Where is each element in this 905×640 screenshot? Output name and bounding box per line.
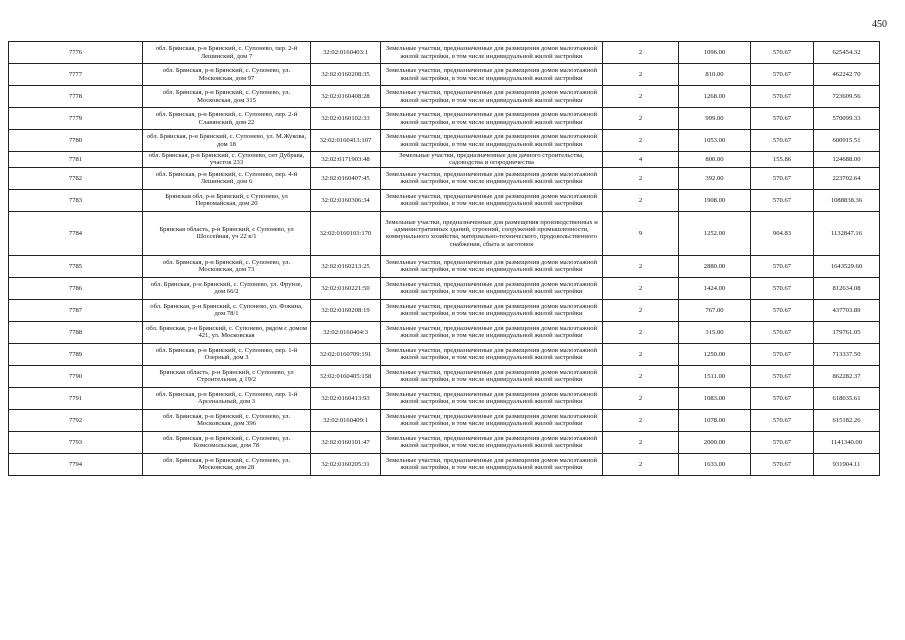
specific-value-cell: 570.67 bbox=[751, 321, 814, 343]
address-cell: Брянская область, р-н Брянский, с Супонево, ул Шоссейная, уч 22 в/1 bbox=[143, 211, 311, 255]
cadastral-value-cell: 124688.00 bbox=[814, 152, 880, 168]
permitted-use-cell: Земельные участки, предназначенные для размещения домов малоэтажной жилой застройки, в том числе индивидуальной жилой застройки bbox=[381, 108, 603, 130]
table-row bbox=[9, 255, 880, 277]
cadastral-number-cell: 32:02:0160208:35 bbox=[311, 64, 381, 86]
cadastral-number-cell: 32:02:0160403:1 bbox=[311, 42, 381, 64]
row-number-cell: 7783 bbox=[9, 189, 143, 211]
group-cell: 2 bbox=[603, 167, 679, 189]
group-cell: 2 bbox=[603, 130, 679, 152]
cadastral-number-cell: 32:02:0160413:93 bbox=[311, 387, 381, 409]
table-row bbox=[9, 152, 880, 168]
address-cell: Брянская обл, р-н Брянский, с Супонево, ул Первомайская, дом 20 bbox=[143, 189, 311, 211]
table-row bbox=[9, 189, 880, 211]
group-cell: 2 bbox=[603, 42, 679, 64]
group-cell: 2 bbox=[603, 365, 679, 387]
address-cell: обл. Брянская, р-н Брянский, с. Супонево, ул. Московская, дом 396 bbox=[143, 409, 311, 431]
permitted-use-cell: Земельные участки, предназначенные для размещения домов малоэтажной жилой застройки, в том числе индивидуальной жилой застройки bbox=[381, 299, 603, 321]
specific-value-cell: 570.67 bbox=[751, 86, 814, 108]
area-cell: 1424.00 bbox=[679, 277, 751, 299]
table-row bbox=[9, 64, 880, 86]
address-cell: обл. Брянская, р-н Брянский, с. Супонево, ул. Московская, дом 73 bbox=[143, 255, 311, 277]
permitted-use-cell: Земельные участки, предназначенные для размещения домов малоэтажной жилой застройки, в том числе индивидуальной жилой застройки bbox=[381, 431, 603, 453]
area-cell: 2000.00 bbox=[679, 431, 751, 453]
area-cell: 1633.00 bbox=[679, 453, 751, 475]
address-cell: обл. Брянская, р-н Брянский, с. Супонево, ул. Фокина, дом 78/1 bbox=[143, 299, 311, 321]
cadastral-value-cell: 723609.56 bbox=[814, 86, 880, 108]
group-cell: 2 bbox=[603, 189, 679, 211]
area-cell: 1053.00 bbox=[679, 130, 751, 152]
cadastral-value-cell: 462242.70 bbox=[814, 64, 880, 86]
table-row bbox=[9, 431, 880, 453]
table-row bbox=[9, 321, 880, 343]
specific-value-cell: 570.67 bbox=[751, 130, 814, 152]
cadastral-value-cell: 179761.05 bbox=[814, 321, 880, 343]
permitted-use-cell: Земельные участки, предназначенные для размещения домов малоэтажной жилой застройки, в том числе индивидуальной жилой застройки bbox=[381, 130, 603, 152]
cadastral-number-cell: 32:02:0160407:45 bbox=[311, 167, 381, 189]
area-cell: 1252.00 bbox=[679, 211, 751, 255]
permitted-use-cell: Земельные участки, предназначенные для размещения домов малоэтажной жилой застройки, в том числе индивидуальной жилой застройки bbox=[381, 453, 603, 475]
group-cell: 2 bbox=[603, 299, 679, 321]
row-number-cell: 7787 bbox=[9, 299, 143, 321]
cadastral-value-cell: 713337.50 bbox=[814, 343, 880, 365]
cadastral-number-cell: 32:02:0160213:25 bbox=[311, 255, 381, 277]
cadastral-number-cell: 32:02:0160101:47 bbox=[311, 431, 381, 453]
address-cell: обл. Брянская, р-н Брянский, с. Супонево, рядом с домом 421, ул. Московская bbox=[143, 321, 311, 343]
table-row bbox=[9, 365, 880, 387]
address-cell: обл. Брянская, р-н Брянский, с. Супонево, ул. Московская, дом 97 bbox=[143, 64, 311, 86]
cadastral-value-cell: 600915.51 bbox=[814, 130, 880, 152]
group-cell: 2 bbox=[603, 108, 679, 130]
group-cell: 2 bbox=[603, 431, 679, 453]
cadastral-number-cell: 32:02:0160405:158 bbox=[311, 365, 381, 387]
specific-value-cell: 570.67 bbox=[751, 409, 814, 431]
specific-value-cell: 570.67 bbox=[751, 387, 814, 409]
cadastral-number-cell: 32:02:0160408:28 bbox=[311, 86, 381, 108]
row-number-cell: 7792 bbox=[9, 409, 143, 431]
table-row bbox=[9, 211, 880, 255]
row-number-cell: 7777 bbox=[9, 64, 143, 86]
table-row bbox=[9, 343, 880, 365]
area-cell: 810.00 bbox=[679, 64, 751, 86]
permitted-use-cell: Земельные участки, предназначенные для размещения домов малоэтажной жилой застройки, в том числе индивидуальной жилой застройки bbox=[381, 365, 603, 387]
cadastral-number-cell: 32:02:0160409:1 bbox=[311, 409, 381, 431]
cadastral-value-cell: 437703.89 bbox=[814, 299, 880, 321]
group-cell: 2 bbox=[603, 343, 679, 365]
cadastral-number-cell: 32:02:0160709:191 bbox=[311, 343, 381, 365]
cadastral-number-cell: 32:02:0160221:50 bbox=[311, 277, 381, 299]
row-number-cell: 7779 bbox=[9, 108, 143, 130]
specific-value-cell: 570.67 bbox=[751, 277, 814, 299]
group-cell: 2 bbox=[603, 64, 679, 86]
specific-value-cell: 570.67 bbox=[751, 64, 814, 86]
table-row bbox=[9, 277, 880, 299]
specific-value-cell: 904.83 bbox=[751, 211, 814, 255]
cadastral-value-cell: 931904.11 bbox=[814, 453, 880, 475]
cadastral-number-cell: 32:02:0160205:31 bbox=[311, 453, 381, 475]
specific-value-cell: 570.67 bbox=[751, 189, 814, 211]
table-row bbox=[9, 86, 880, 108]
permitted-use-cell: Земельные участки, предназначенные для размещения домов малоэтажной жилой застройки, в том числе индивидуальной жилой застройки bbox=[381, 409, 603, 431]
cadastral-number-cell: 32:02:0160102:33 bbox=[311, 108, 381, 130]
cadastral-value-cell: 1643529.60 bbox=[814, 255, 880, 277]
cadastral-value-cell: 1141340.00 bbox=[814, 431, 880, 453]
row-number-cell: 7786 bbox=[9, 277, 143, 299]
specific-value-cell: 570.67 bbox=[751, 365, 814, 387]
row-number-cell: 7776 bbox=[9, 42, 143, 64]
specific-value-cell: 570.67 bbox=[751, 453, 814, 475]
area-cell: 1250.00 bbox=[679, 343, 751, 365]
area-cell: 1083.00 bbox=[679, 387, 751, 409]
table-row bbox=[9, 130, 880, 152]
cadastral-number-cell: 32:02:0160208:19 bbox=[311, 299, 381, 321]
specific-value-cell: 155.86 bbox=[751, 152, 814, 168]
address-cell: обл. Брянская, р-н Брянский, с. Супонево, пер. 2-й Лешинский, дом 7 bbox=[143, 42, 311, 64]
address-cell: обл. Брянская, р-н Брянский, с. Супонево, ул. Комсомольская, дом 78 bbox=[143, 431, 311, 453]
area-cell: 2880.00 bbox=[679, 255, 751, 277]
cadastral-value-cell: 1132847.16 bbox=[814, 211, 880, 255]
page-number: 450 bbox=[872, 19, 887, 30]
permitted-use-cell: Земельные участки, предназначенные для размещения домов малоэтажной жилой застройки, в том числе индивидуальной жилой застройки bbox=[381, 167, 603, 189]
address-cell: обл. Брянская, р-н Брянский, с. Супонево, ул. Фрунзе, дом 66/2 bbox=[143, 277, 311, 299]
row-number-cell: 7778 bbox=[9, 86, 143, 108]
group-cell: 4 bbox=[603, 152, 679, 168]
row-number-cell: 7794 bbox=[9, 453, 143, 475]
area-cell: 1908.00 bbox=[679, 189, 751, 211]
address-cell: обл. Брянская, р-н Брянский, с. Супонево, ул. Московская, дом 315 bbox=[143, 86, 311, 108]
table-row bbox=[9, 299, 880, 321]
table-row bbox=[9, 108, 880, 130]
row-number-cell: 7791 bbox=[9, 387, 143, 409]
group-cell: 2 bbox=[603, 86, 679, 108]
permitted-use-cell: Земельные участки, предназначенные для размещения домов малоэтажной жилой застройки, в том числе индивидуальной жилой застройки bbox=[381, 189, 603, 211]
specific-value-cell: 570.67 bbox=[751, 42, 814, 64]
address-cell: обл. Брянская, р-н Брянский, с. Супонево, пер. 1-й Арсенальный, дом 3 bbox=[143, 387, 311, 409]
row-number-cell: 7781 bbox=[9, 152, 143, 168]
specific-value-cell: 570.67 bbox=[751, 108, 814, 130]
table-row bbox=[9, 167, 880, 189]
area-cell: 767.00 bbox=[679, 299, 751, 321]
permitted-use-cell: Земельные участки, предназначенные для размещения домов малоэтажной жилой застройки, в том числе индивидуальной жилой застройки bbox=[381, 387, 603, 409]
row-number-cell: 7793 bbox=[9, 431, 143, 453]
group-cell: 9 bbox=[603, 211, 679, 255]
table-row bbox=[9, 387, 880, 409]
specific-value-cell: 570.67 bbox=[751, 167, 814, 189]
area-cell: 392.00 bbox=[679, 167, 751, 189]
specific-value-cell: 570.67 bbox=[751, 255, 814, 277]
permitted-use-cell: Земельные участки, предназначенные для размещения домов малоэтажной жилой застройки, в том числе индивидуальной жилой застройки bbox=[381, 255, 603, 277]
land-plots-table bbox=[8, 41, 880, 476]
cadastral-value-cell: 618035.61 bbox=[814, 387, 880, 409]
cadastral-value-cell: 625454.32 bbox=[814, 42, 880, 64]
cadastral-value-cell: 615182.26 bbox=[814, 409, 880, 431]
specific-value-cell: 570.67 bbox=[751, 343, 814, 365]
address-cell: Брянская область, р-н Брянский, с Супонево, ул Строительная, д 19/2 bbox=[143, 365, 311, 387]
area-cell: 1511.00 bbox=[679, 365, 751, 387]
row-number-cell: 7780 bbox=[9, 130, 143, 152]
group-cell: 2 bbox=[603, 409, 679, 431]
cadastral-value-cell: 812634.08 bbox=[814, 277, 880, 299]
cadastral-value-cell: 570099.33 bbox=[814, 108, 880, 130]
specific-value-cell: 570.67 bbox=[751, 299, 814, 321]
cadastral-number-cell: 32:02:0160103:170 bbox=[311, 211, 381, 255]
table-row bbox=[9, 409, 880, 431]
row-number-cell: 7790 bbox=[9, 365, 143, 387]
permitted-use-cell: Земельные участки, предназначенные для размещения домов малоэтажной жилой застройки, в том числе индивидуальной жилой застройки bbox=[381, 343, 603, 365]
group-cell: 2 bbox=[603, 387, 679, 409]
row-number-cell: 7789 bbox=[9, 343, 143, 365]
group-cell: 2 bbox=[603, 277, 679, 299]
area-cell: 1096.00 bbox=[679, 42, 751, 64]
row-number-cell: 7782 bbox=[9, 167, 143, 189]
area-cell: 315.00 bbox=[679, 321, 751, 343]
permitted-use-cell: Земельные участки, предназначенные для размещения домов малоэтажной жилой застройки, в том числе индивидуальной жилой застройки bbox=[381, 42, 603, 64]
area-cell: 1268.00 bbox=[679, 86, 751, 108]
permitted-use-cell: Земельные участки, предназначенные для дачного строительства, садоводства и огородничества bbox=[381, 152, 603, 168]
address-cell: обл. Брянская, р-н Брянский, с. Супонево, пер. 4-й Лешинский, дом 6 bbox=[143, 167, 311, 189]
table-row bbox=[9, 453, 880, 475]
cadastral-value-cell: 223702.64 bbox=[814, 167, 880, 189]
permitted-use-cell: Земельные участки, предназначенные для размещения домов малоэтажной жилой застройки, в том числе индивидуальной жилой застройки bbox=[381, 86, 603, 108]
row-number-cell: 7785 bbox=[9, 255, 143, 277]
permitted-use-cell: Земельные участки, предназначенные для размещения домов малоэтажной жилой застройки, в том числе индивидуальной жилой застройки bbox=[381, 277, 603, 299]
permitted-use-cell: Земельные участки, предназначенные для размещения домов малоэтажной жилой застройки, в том числе индивидуальной жилой застройки bbox=[381, 64, 603, 86]
group-cell: 2 bbox=[603, 321, 679, 343]
group-cell: 2 bbox=[603, 453, 679, 475]
permitted-use-cell: Земельные участки, предназначенные для размещения домов малоэтажной жилой застройки, в том числе индивидуальной жилой застройки bbox=[381, 321, 603, 343]
area-cell: 999.00 bbox=[679, 108, 751, 130]
address-cell: обл. Брянская, р-н Брянский, с. Супонево, пер. 2-й Славянский, дом 22 bbox=[143, 108, 311, 130]
table-body bbox=[9, 42, 880, 476]
specific-value-cell: 570.67 bbox=[751, 431, 814, 453]
cadastral-number-cell: 32:02:0160306:34 bbox=[311, 189, 381, 211]
row-number-cell: 7784 bbox=[9, 211, 143, 255]
address-cell: обл. Брянская, р-н Брянский, с. Супонево, снт Дубрава, участок 233 bbox=[143, 152, 311, 168]
row-number-cell: 7788 bbox=[9, 321, 143, 343]
group-cell: 2 bbox=[603, 255, 679, 277]
table-row bbox=[9, 42, 880, 64]
permitted-use-cell: Земельные участки, предназначенные для размещения производственных и административных зданий, строений, сооружений промышленности, коммунального хозяйства, материально-технического, продовольственного снабжения, сбыта и заготовок bbox=[381, 211, 603, 255]
area-cell: 800.00 bbox=[679, 152, 751, 168]
cadastral-number-cell: 32:02:0171903:48 bbox=[311, 152, 381, 168]
area-cell: 1078.00 bbox=[679, 409, 751, 431]
cadastral-value-cell: 1088838.36 bbox=[814, 189, 880, 211]
address-cell: обл. Брянская, р-н Брянский, с. Супонево, ул. Московская, дом 28 bbox=[143, 453, 311, 475]
cadastral-number-cell: 32:02:0160413:107 bbox=[311, 130, 381, 152]
cadastral-value-cell: 862282.37 bbox=[814, 365, 880, 387]
address-cell: обл. Брянская, р-н Брянский, с. Супонево, пер. 1-й Озерный, дом 3 bbox=[143, 343, 311, 365]
cadastral-number-cell: 32:02:0160404:3 bbox=[311, 321, 381, 343]
address-cell: обл. Брянская, р-н Брянский, с. Супонево, ул. М.Жукова, дом 18 bbox=[143, 130, 311, 152]
